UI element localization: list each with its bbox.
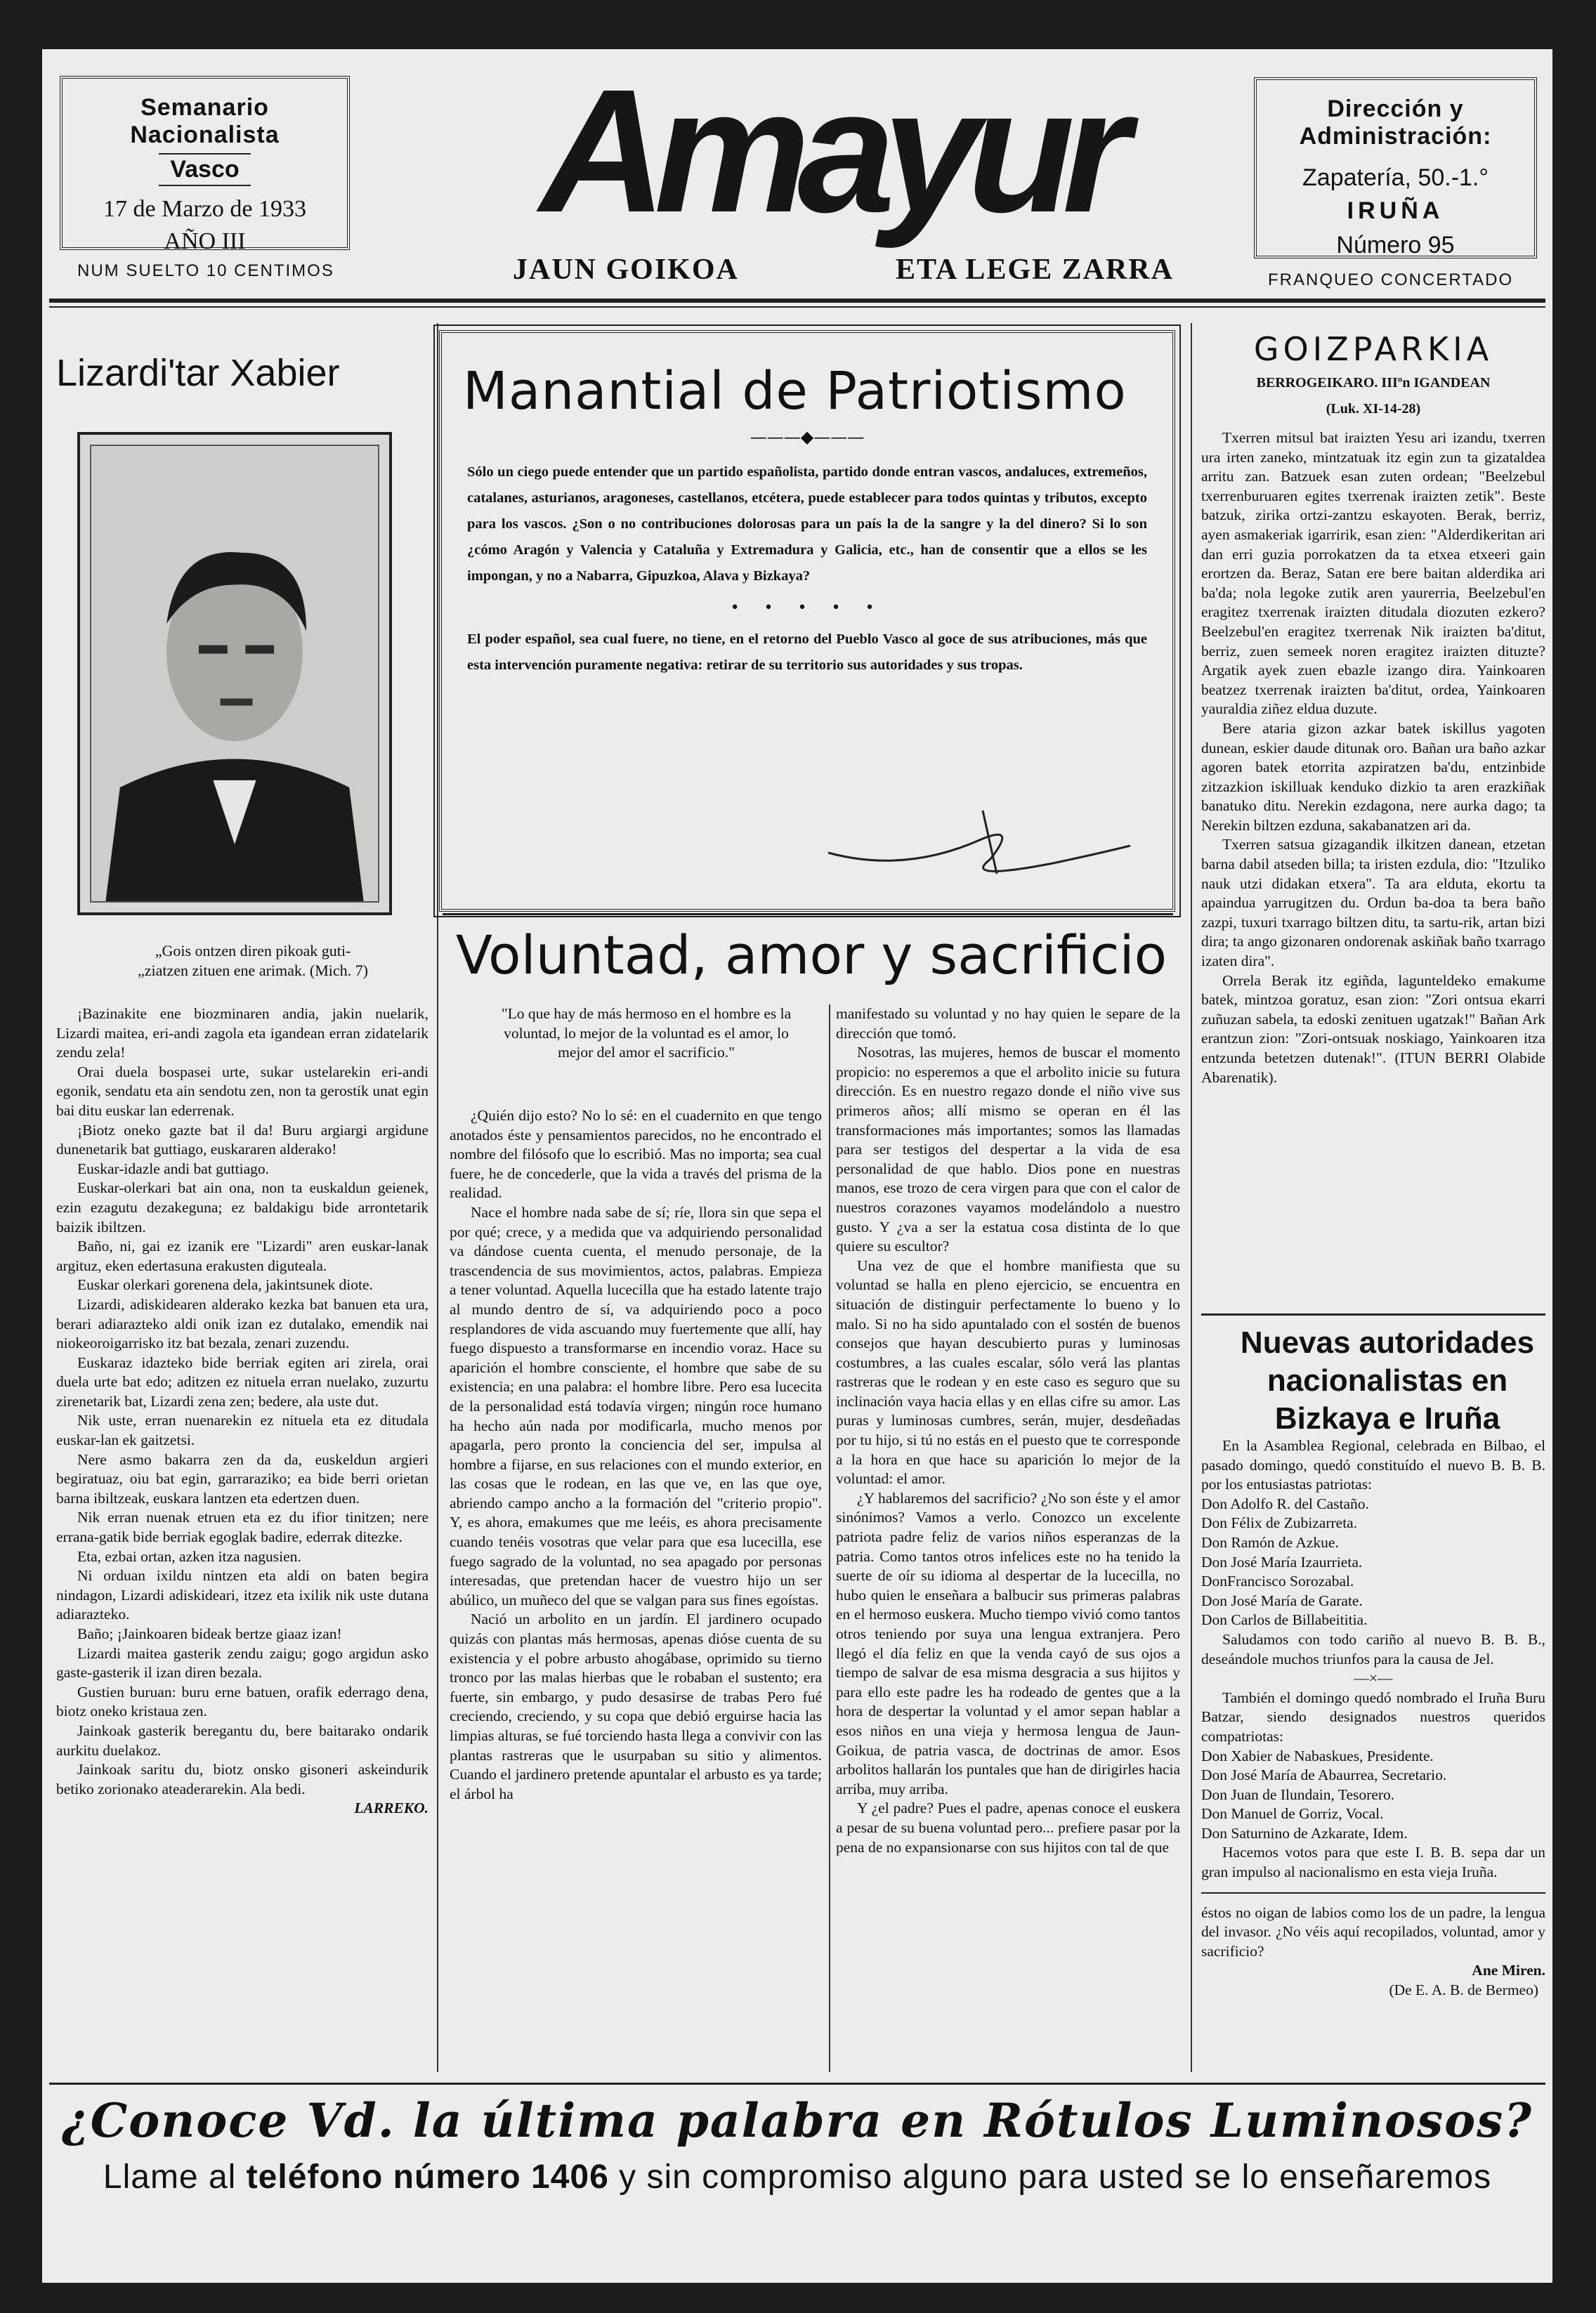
paragraph: Nosotras, las mujeres, hemos de buscar el momento propicio: no esperemos a que el arbolito inicie su futura dirección. Es en nuestro regazo donde el niño vive sus primeros años; allí mismo se operan en él las transformaciones más importantes; somos las llamadas para ser testigos del despertar a la vida de esa personalidad de que hablo. Dios pone en nuestras manos, ese trozo de cera virgen para que con el calor de nuestros corazones vayamos modelándolo a nuestro gusto. Y ¿va a ser la estatua cosa distinta de lo que quiere su escultor? [836,1044,1180,1255]
paragraph: Nik uste, erran nuenarekin ez nituela eta ez ditudala euskar-lan ek gaitzetsi. [56,1412,429,1449]
newspaper-title: Amayur [539,53,1118,249]
masthead-city: IRUÑA [1347,197,1444,224]
paragraph: Txerren mitsul bat iraizten Yesu ari izandu, txerren ura irten zaneko, mintzatuak itz egin zun ta gizataldea arritu zan. Batzuek esan zuten ordean; "Beelzebul txerrenburuaren egites txerrenak iraizten zetik". Beste batzuk, zirika ortzi-zantzu eskayoten. Berak, berriz, ayen asmakeriak igarririk, esan zien: "Alderdikeritan ari dan erri guzia porrokatzen da ta etxea etxeeri gain erortzen da. Beraz, Satan ere bere baitan alderdika ari ba'da; nola legoke zutik aren yaurerria, Beelzebul'en eragitez txerrenak iraizten ditudala diozuten ezkero? Beelzebul'en eragitez txerrenak Nik iraizten ba'ditut, berriz, zuen semeek noren eragitez iraizten dituzte? Argatik ayek zuen ebazle izango dira. Yainkoaren beatzez txerrenak iraizten ba'ditut, ordea, Yainkoaren yauraldia ziñez eldua duzute. [1201,429,1545,718]
paragraph: Nik erran nuenak etruen eta ez du ifior tinitzen; nere errana-gatik bide berriak egoglak badire, ederrak ditezke. [56,1509,429,1546]
portrait-icon [91,446,378,901]
paragraph: Ni orduan ixildu nintzen eta aldi on baten begira nindagon, Lizardi adiskideari, itzez eta ixilik nik uste dutana adiarazteko. [56,1567,429,1623]
masthead-left-line1: Semanario Nacionalista [130,94,280,148]
separator: —×— [1354,1670,1393,1687]
paragraph: Orai duela bospasei urte, sukar ustelarekin eri-andi egonik, sendatu eta ain sendotu zen, non ta gerostik unat egin bai ditu euskar lan ederrenak. [56,1063,429,1119]
ad-subline [42,2158,1552,2196]
masthead-rule-thin [49,306,1545,308]
paragraph: Lizardi, adiskidearen alderako kezka bat banuen eta ura, berari adiarazteko aldi onik izan ez dutalako, emendik nai niokeoroigarrisko itz bat bezala, zenari zuzendu. [56,1295,429,1352]
paragraph: Txerren satsua gizagandik ilkitzen danean, etzetan barna dabil atseden billa; ta iristen ezdula, dio: "Itzuliko nauk utzi didakan etxera". Ta ara elduta, ekortu ta apaindua yarrugitzen du. Ordun ba-doa ta bera baño zazpi, tuxuri txarrago biltzen ditu, ta sartu-rik, artan bizi dira; ta ango gizonaren ondorenak askiñak baño txarrago izaten dira". [1201,836,1545,970]
list-item: Don Adolfo R. del Castaño. [1201,1495,1369,1512]
list-item: Don Juan de Ilundain, Tesorero. [1201,1785,1395,1803]
paragraph: Euskar-olerkari bat ain ona, non ta euskaldun geienek, ezin ezagutu dezakeguna; ez baldakigu bide arrontetarik baizik ibiltzen. [56,1179,429,1236]
list-item: Don José María Izaurrieta. [1201,1553,1363,1571]
masthead-date: 17 de Marzo de 1933 [103,196,306,222]
masthead-price: NUM SUELTO 10 CENTIMOS [77,261,334,280]
dots-separator: • • • • • [730,599,884,617]
list-item: Don José María de Abaurrea, Secretario. [1201,1767,1447,1784]
voluntad-quote: "Lo que hay de más hermoso en el hombre es la voluntad, lo mejor de la voluntad es el amor, lo mejor del amor el sacrificio." [501,1005,792,1061]
goizparkia-subtitle: BERROGEIKARO. IIIºn IGANDEAN [1256,375,1491,391]
handwritten-signature [821,797,1137,881]
epigraph: „Gois ontzen diren pikoak guti- „ziatzen zituen ene arimak. (Mich. 7) [137,942,368,979]
ad-phone: teléfono número 1406 [246,2158,609,2196]
list-item: Don Félix de Zubizarreta. [1201,1514,1358,1532]
paragraph: Nació un arbolito en un jardín. El jardinero ocupado quizás con plantas más hermosas, apenas dióse cuenta de su existencia y el pobre arbusto ahogábase, oprimido su tierno tronco por las malas hierbas que le robaban el sustento; era fuerte, sin embargo, y pudo desasirse de trabas Pero fué creciendo, creciendo, y su copa que debió erguirse hacia las limpias alturas, se fué torciendo hasta llega a convivir con las plantas rastreras que le usurpaban su sitio y alimentos. Cuando el jardinero pretende apuntalar el arbusto es ya tarde; el árbol ha [450,1611,822,1802]
masthead-left-line2: Vasco [159,153,250,186]
manantial-box [439,330,1175,912]
ad-rule [49,2083,1545,2085]
voluntad-col-a [450,1106,822,1804]
paragraph: Baño; ¡Jainkoaren bideak bertze giaaz izan! [77,1625,342,1642]
paragraph: Y ¿el padre? Pues el padre, apenas conoce el euskera a pesar de su buena voluntad pero... prefiere pasar por la pena de no expansionarse con sus hijitos con tal de que [836,1800,1180,1856]
paragraph: ¡Biotz oneko gazte bat il da! Buru argiargi argidune dunenetarik bat guttiago, euskararen alderako! [56,1121,429,1158]
advertisement [42,2093,1552,2196]
paragraph: Orrela Berak itz egiñda, lagunteldeko emakume batek, mintzoa goratuz, esan zion: "Zori ontsua ekarri zuñuzan sabela, ta edoski zenituen ugatzak!" Bañan Ark erantzun zion: "Zori-ontsuak noskiago, Yainkoaren itza entzunda betetzen dutenak!". (ITUN BERRI Olabide Abarenatik). [1201,971,1545,1086]
motto-right: ETA LEGE ZARRA [896,254,1174,286]
ad-text-a: Llame al [103,2158,237,2196]
paragraph: éstos no oigan de labios como los de un padre, la lengua del invasor. ¿No véis aquí recopilados, voluntad, amor y sacrificio? [1201,1904,1545,1960]
list-item: Don José María de Garate. [1201,1592,1363,1609]
paragraph: Bere ataria gizon azkar batek iskillus yagoten dunean, eskier daude ditunak oro. Bañan ura baño azkar agoren batek etorrita azpiratzen ba'du, entzinbide zitzazkion iskilluak kenduko dizkio ta aren erazkiñak banatuko ditu. Nerekin ezdagona, nere aurka dago; ta Nerekin biltzen ezduna, sakabanatzen ari da. [1201,719,1545,834]
list-item: Don Xabier de Nabaskues, Presidente. [1201,1747,1434,1764]
signature-flourish-icon [821,797,1137,881]
ad-headline: ¿Conoce Vd. la última palabra en Rótulos Luminosos? [62,2093,1533,2148]
masthead-right-line1: Dirección y Administración: [1299,96,1492,150]
masthead-address: Zapatería, 50.-1.° [1302,164,1489,191]
paragraph: Baño, ni, gai ez izanik ere "Lizardi" aren euskar-lanak argituz, eken edertasuna erakusten diguteala. [56,1238,429,1274]
list-item: DonFrancisco Sorozabal. [1201,1573,1354,1590]
paragraph: En la Asamblea Regional, celebrada en Bilbao, el pasado domingo, quedó constituído el nuevo B. B. B. por los entusiastas patriotas: [1201,1437,1545,1493]
lizardi-byline: Lizardi'tar Xabier [56,352,340,394]
list-item: Don Ramón de Azkue. [1201,1533,1339,1551]
paragraph: Nere asmo bakarra zen da da, euskeldun argieri begiratuaz, oiu bat egin, garraraziko; ea bide berri orietan barna ibiltzeak, euskara lantzen eta edertzen duen. [56,1450,429,1507]
paragraph: Saludamos con todo cariño al nuevo B. B. B., deseándole muchos triunfos para la causa de Jel. [1201,1630,1545,1667]
paragraph: Euskaraz idazteko bide berriak egiten ari zirela, orai duela urte bat edo; aditzen ez nituela erran nuelako, zuzurtu zirenetarik bat, Lizardi zena zen; bedere, ala uste dut. [56,1354,429,1410]
masthead-info-left [60,76,350,254]
paragraph: Hacemos votos para que este I. B. B. sepa dar un gran impulso al nacionalismo en esta vieja Iruña. [1201,1844,1545,1881]
list-item: Don Saturnino de Azkarate, Idem. [1201,1824,1408,1842]
paragraph: Lizardi maitea gasterik zendu zaigu; gogo argidun asko gaste-gasterik il izan diren bezala. [56,1644,429,1682]
paragraph: ¿Quién dijo esto? No lo sé: en el cuadernito en que tengo anotados éste y pensamientos parecidos, no he encontrado el nombre del filósofo que lo escribió. Mas no importa; sea cual fuere, he de concederle, que la vida a través del prisma de la realidad. [450,1107,822,1202]
goizparkia-title: GOIZPARKIA [1253,330,1493,368]
masthead-rule [49,299,1545,303]
paragraph: Jainkoak gasterik beregantu du, bere baitarako ondarik aurkitu duelakoz. [56,1722,429,1759]
voluntad-title: Voluntad, amor y sacrificio [455,924,1167,986]
nuevas-rule [1201,1313,1545,1316]
paragraph: Una vez de que el hombre manifiesta que su voluntad se halla en pleno ejercicio, se encuentra en situación de distinguir perfectamente lo bueno y lo malo. Si no ha sido apuntalado con el sostén de buenos consejos que hayan descubierto puras y luminosas costumbres, a las cuales escalar, sólo verá las plantas rastreras que le rodean y en este caso es seguro que su inclinación vaya hacia ellas y en ellas cifre su amor. Las puras y luminosas cumbres, serán, mujer, desdeñadas por tu hijo, si tú no estás en el puesto que te corresponde a la hora en que hace su aparición lo mejor de la voluntad: el amor. [836,1257,1180,1488]
paragraph: Nace el hombre nada sabe de sí; ríe, llora sin que sepa el por qué; crece, y a medida que va adquiriendo personalidad va dándose cuenta cuenta, el menudo personaje, de la trascendencia de sus movimientos, actos, palabras. Empieza a tener voluntad. Aquella lucecilla que ha estado latente trajo al mundo dentro de sí, va adquiriendo poco a poco resplandores de vida ascuando muy fuertemente que allí, hay fuego dispuesto a transformarse en incendio voraz. Hace su aparición el hombre consciente, el hombre que sabe de su existencia; en una palabra: el hombre libre. Pero esa lucecita de la personalidad está todavía virgen; ningún roce humano ha hecho aún nada por modificarla, mucho menos por apagarla, pero pronto la conciencia del ser, impulsa al hombre a fijarse, en sus relaciones con el mundo exterior, en las cosas que le rodean, en las que ve, en las que oye, abriendo campo ancho a la formación del "criterio propio". Y, es ahora, emakumes que me leéis, es ahora precisamente cuando tenéis vosotras que velar para que esa lucecilla, ese fuego sagrado de la voluntad, no sea apagado por personas interesadas, que pretendan hacer de vuestro hijo un ser abúlico, un muñeco del que se valgan para sus fines egoístas. [450,1203,822,1608]
portrait-photo [77,432,392,915]
divider [1201,1892,1545,1894]
masthead-franqueo: FRANQUEO CONCERTADO [1268,270,1514,289]
manantial-title: Manantial de Patriotismo [463,361,1127,421]
paragraph: Eta, ezbai ortan, azken itza nagusien. [77,1547,301,1565]
goizparkia-text [1201,428,1545,1087]
nuevas-title: Nuevas autoridades nacionalistas en Bizkaya e Iruña [1240,1325,1535,1436]
masthead-info-right [1254,77,1537,258]
newspaper-page [42,49,1552,2283]
ornament: ———◆——— [750,427,865,447]
list-item: Don Carlos de Billabeititia. [1201,1611,1368,1629]
manantial-p1: Sólo un ciego puede entender que un partido españolista, partido donde entran vascos, andaluces, extremeños, catalanes, asturianos, aragoneses, castellanos, etcétera, puede establecer para todos quintas y tributos, excepto para los vascos. ¿Son o no contribuciones dolorosas para un país la de la sangre y la del dinero? Si lo son ¿cómo Aragón y Valencia y Cataluña y Extremadura y Galicia, etc., han de consentir que a ellos se les impongan, y no a Nabarra, Gipuzkoa, Alava y Bizkaya? [467,464,1147,584]
manantial-p2: El poder español, sea cual fuere, no tiene, en el retorno del Pueblo Vasco al goce de sus atribuciones, más que esta intervención puramente negativa: retirar de su territorio sus autoridades y sus tropas. [467,631,1147,673]
motto-left: JAUN GOIKOA [513,254,739,286]
masthead-year: AÑO III [164,228,246,254]
paragraph: manifestado su voluntad y no hay quien le separe de la dirección que tomó. [836,1005,1180,1042]
paragraph: Euskar-idazle andi bat guttiago. [77,1160,270,1177]
signature: Ane Miren. [1472,1962,1545,1979]
signature-source: (De E. A. B. de Bermeo) [1389,1981,1538,1999]
goizparkia-header [1201,330,1545,417]
column-divider [1191,323,1192,2072]
paragraph: ¿Y hablaremos del sacrificio? ¿No son éste y el amor sinónimos? Vamos a verlo. Conozco un excelente patriota padre feliz de varios niños esperanzas de la patria. Como tantos otros infelices este no ha tenido la suerte de oír su idioma al despertar de la lucecilla, no hubo quien le enseñara a balbucir sus primeras palabras en el hermoso euskera. Mucho tiempo vivió como tantos otros teniendo por suya una lengua extranjera. Pero llegó el día feliz en que la venda cayó de sus ojos a tiempo de salvar de esa misma desgracia a sus hijitos y para ello este padre les ha rodeado de gentes que a la hora de despertar la voluntad y el amor sepan hablar a esos niños en una vieja y hermosa lengua de Jaun-Goikua, de patria vasca, de doctrinas de amor. Esos arbolitos hallarán los puntales que han de dirigirles hacia arriba, muy arriba. [836,1489,1180,1797]
signature: LARREKO. [354,1800,429,1817]
list-item: Don Manuel de Gorriz, Vocal. [1201,1805,1384,1823]
voluntad-rule [443,913,1173,915]
paragraph: Jainkoak saritu du, biotz onsko gisoneri askeindurik betiko zorionako ateaderarekin. Ala bedi. [56,1761,429,1797]
paragraph: Euskar olerkari gorenena dela, jakintsunek diote. [77,1276,373,1294]
portrait-image [90,445,379,903]
masthead-issue-number: Número 95 [1336,232,1455,258]
column-divider [829,1004,830,2072]
paragraph: También el domingo quedó nombrado el Iruña Buru Batzar, siendo designados nuestros queridos compatriotas: [1201,1689,1545,1745]
paragraph: ¡Bazinakite ene biozminaren andia, jakin nuelarik, Lizardi maitea, eri-andi zagola eta igandean erran zidatelarik zendu zela! [56,1005,429,1061]
paragraph: Gustien buruan: buru erne batuen, orafik ederrago dena, biotz oneko kristaua zen. [56,1683,429,1720]
voluntad-col-b [836,1004,1180,1857]
goizparkia-reference: (Luk. XI-14-28) [1326,401,1421,417]
column-divider [437,323,438,2072]
nuevas-text [1201,1436,1545,2000]
ad-text-c: y sin compromiso alguno para usted se lo enseñaremos [619,2158,1492,2196]
lizardi-article-text [56,1004,429,1819]
